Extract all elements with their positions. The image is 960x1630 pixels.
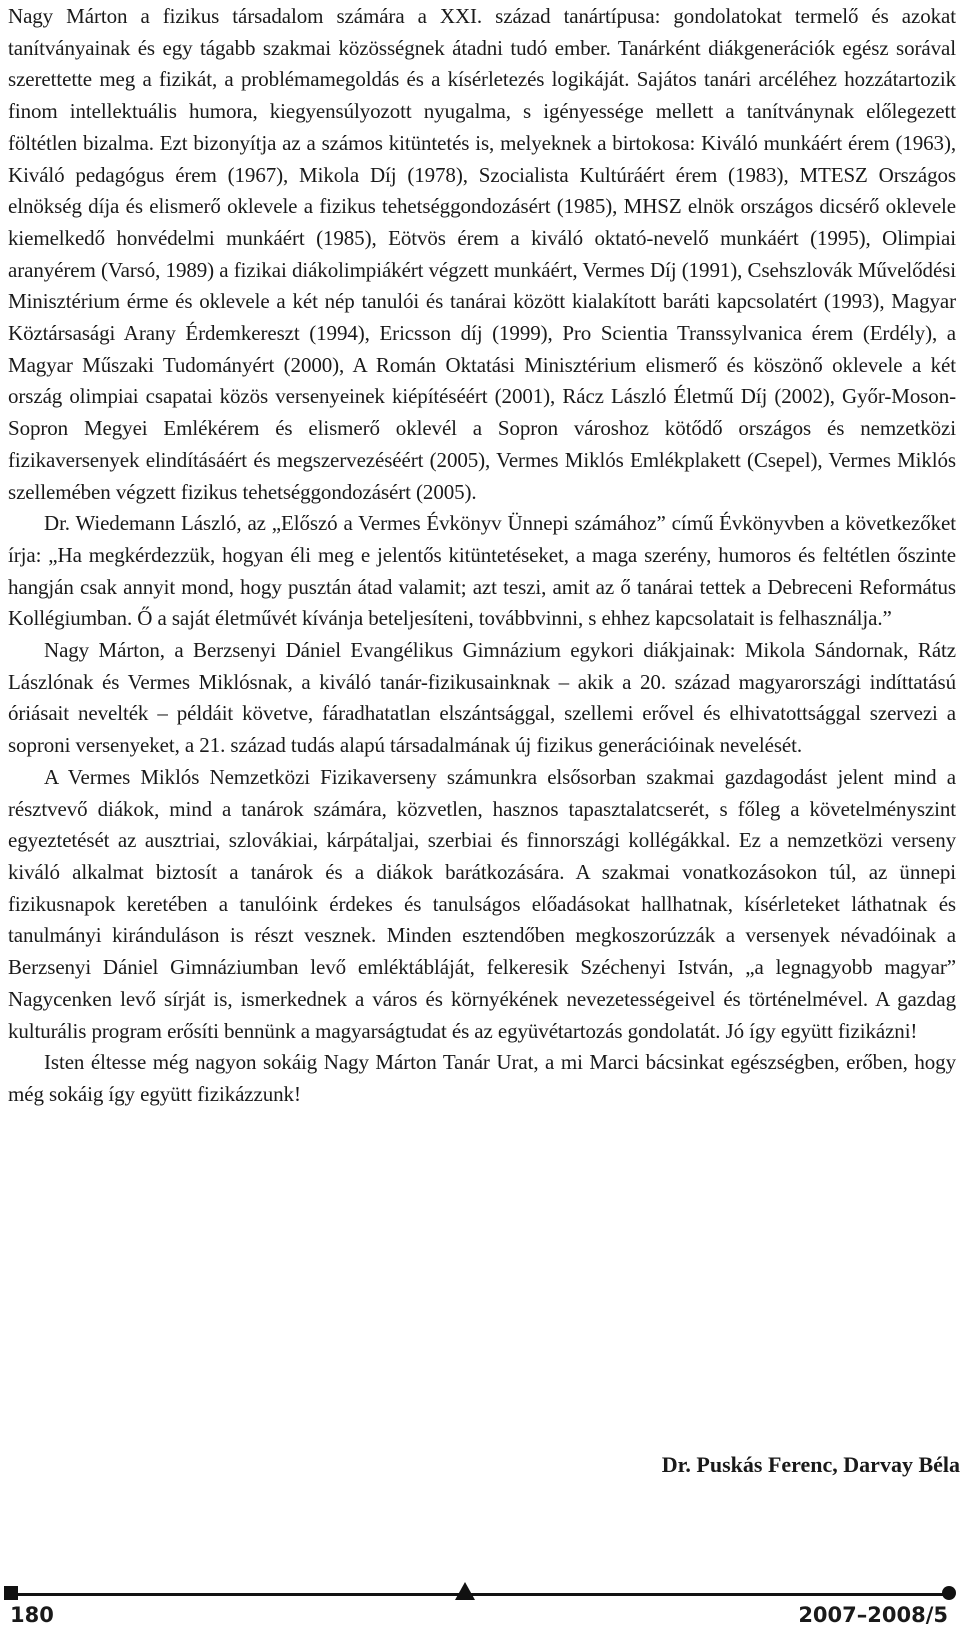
footer-triangle-icon: [455, 1582, 475, 1600]
paragraph-vermes-competition: A Vermes Miklós Nemzetközi Fizikaverseny számunkra elsősorban szakmai gazdagodást jelent mind a résztvevő diákok, mind a tanárok számára, közvetlen, hasznos tapasztalatcserét, s főleg a követelményszint egyeztetését az ausztriai, szlovákiai, kárpátaljai, szerbiai és finnországi kollégákkal. Ez a nemzetközi verseny kiváló alkalmat biztosít a tanárok és a diákok barátkozására. A szakmai vonatkozásokon túl, az ünnepi fizikusnapok keretében a tanulóink érdekes és tanulságos előadásokat hallhatnak, kísérleteket láthatnak és tanulmányi kiránduláson is részt vesznek. Minden esztendőben megkoszorúzzák a versenyek névadóinak a Berzsenyi Dániel Gimnáziumban levő emléktábláját, felkeresik Széchenyi István, „a legnagyobb magyar” Nagycenken levő sírját is, ismerkednek a város és környékének nevezetességeivel és történelmével. A gazdag kulturális program erősíti bennünk a magyarságtudat és az együvétartozás gondolatát. Jó így együtt fizikázni!: [8, 764, 956, 1043]
issue-label: 2007–2008/5: [798, 1603, 948, 1627]
author-signature: Dr. Puskás Ferenc, Darvay Béla: [661, 1452, 960, 1477]
paragraph-berzsenyi: Nagy Márton, a Berzsenyi Dániel Evangélikus Gimnázium egykori diákjainak: Mikola Sándornak, Rátz Lászlónak és Vermes Miklósnak, a kiváló tanár-fizikusainknak – akik a 20. század magyarországi indíttatású óriásait nevelték – példáit követve, fáradhatatlan elszántsággal, szellemi erővel és elhivatottsággal szervezi a soproni versenyeket, a 21. század tudás alapú társadalmának új fizikus generációinak nevelését.: [8, 638, 956, 758]
footer-rule: [10, 1593, 950, 1596]
article-body: [8, 0, 956, 1111]
paragraph-wiedemann-quote: Dr. Wiedemann László, az „Előszó a Vermes Évkönyv Ünnepi számához” című Évkönyvben a következőket írja: „Ha megkérdezzük, hogyan éli meg e jelentős kitüntetéseket, a maga szerény, humoros és feltétlen őszinte hangján csak annyit mond, hogy pusztán átad valamit; azt teszi, amit az ő tanárai tettek a Debreceni Református Kollégiumban. Ő a saját életművét kívánja beteljesíteni, továbbvinni, s ehhez kapcsolatait is felhasználja.”: [8, 511, 956, 631]
paragraph-closing-wish: Isten éltesse még nagyon sokáig Nagy Márton Tanár Urat, a mi Marci bácsinkat egészségben, erőben, hogy még sokáig így együtt fizikázzunk!: [8, 1050, 956, 1106]
footer-circle-icon: [942, 1586, 956, 1600]
page-number: 180: [10, 1603, 54, 1627]
paragraph-awards: Nagy Márton a fizikus társadalom számára a XXI. század tanártípusa: gondolatokat termelő és azokat tanítványainak és egy tágabb szakmai közösségnek átadni tudó ember. Tanárként diákgenerációk egész sorával szerettette meg a fizikát, a problémamegoldás és a kísérletezés logikáját. Sajátos tanári arcéléhez hozzátartozik finom intellektuális humora, kiegyensúlyozott nyugalma, s igényessége mellett a tanítványnak előlegezett föltétlen bizalma. Ezt bizonyítja az a számos kitüntetés is, melyeknek a birtokosa: Kiváló munkáért érem (1963), Kiváló pedagógus érem (1967), Mikola Díj (1978), Szocialista Kultúráért érem (1983), MTESZ Országos elnökség díja és elismerő oklevele a fizikus tehetséggondozásért (1985), MHSZ elnök országos dicsérő oklevele kiemelkedő honvédelmi munkáért (1985), Eötvös érem a kiváló oktató-nevelő munkáért (1995), Olimpiai aranyérem (Varsó, 1989) a fizikai diákolimpiákért végzett munkáért, Vermes Díj (1991), Csehszlovák Művelődési Minisztérium érme és oklevele a két nép tanulói és tanárai között kialakított baráti kapcsolatért (1993), Magyar Köztársasági Arany Érdemkereszt (1994), Ericsson díj (1999), Pro Scientia Transsylvanica érem (Erdély), a Magyar Műszaki Tudományért (2000), A Román Oktatási Minisztérium elismerő és köszönő oklevele a két ország olimpiai csapatai közös versenyeinek kiépítéséért (2001), Rácz László Életmű Díj (2002), Győr-Moson-Sopron Megyei Emlékérem és elismerő oklevél a Sopron városhoz kötődő országos és nemzetközi fizikaversenyek elindításáért és megszervezéséért (2005), Vermes Miklós Emlékplakett (Csepel), Vermes Miklós szellemében végzett fizikus tehetséggondozásért (2005).: [8, 4, 956, 504]
footer-square-icon: [4, 1586, 18, 1600]
